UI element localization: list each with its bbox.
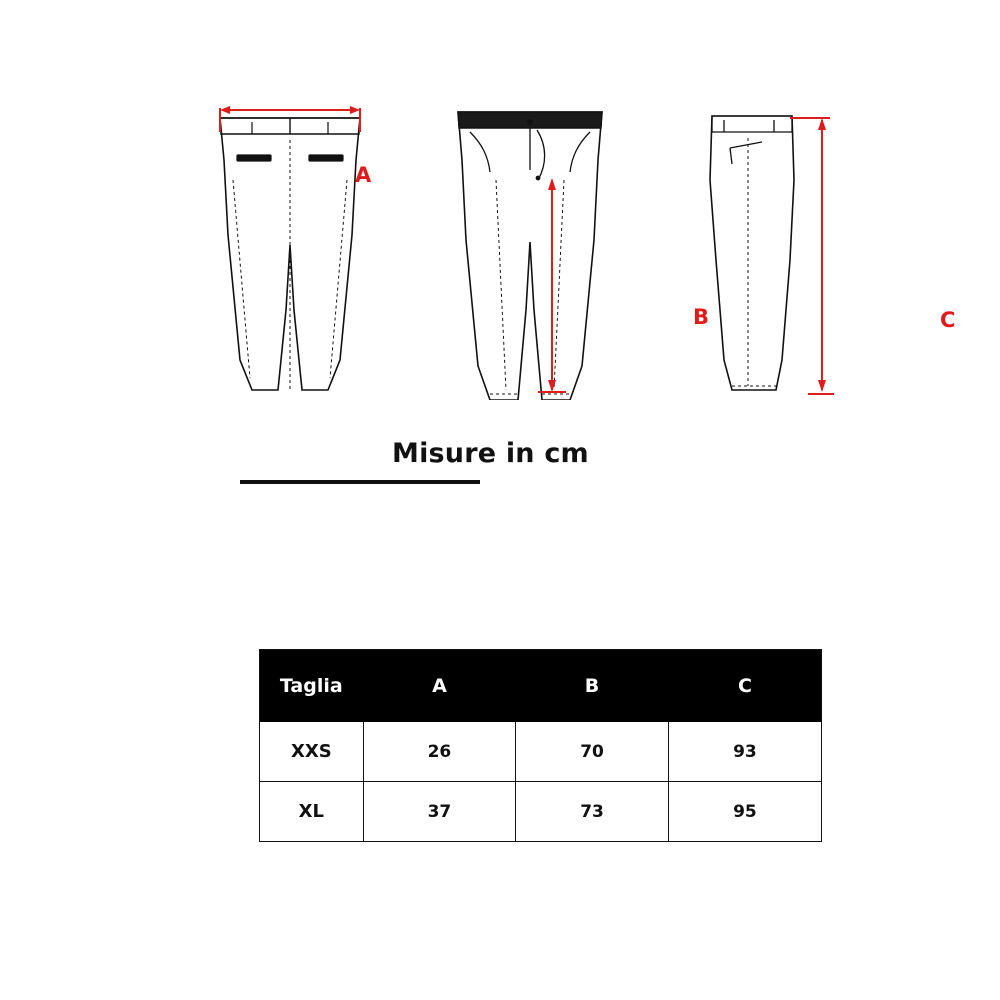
cell-size: XXS (260, 722, 363, 782)
measure-label-c: C (940, 308, 956, 332)
trousers-back-view (190, 60, 390, 400)
table-row (260, 722, 821, 782)
size-table (260, 650, 821, 841)
cell-c: 93 (668, 722, 821, 782)
header-c: C (668, 650, 821, 722)
size-table-wrapper (259, 649, 822, 842)
cell-a: 26 (363, 722, 516, 782)
cell-size: XL (260, 782, 363, 842)
caption (240, 438, 760, 494)
caption-underline (240, 480, 480, 484)
trousers-side-view (670, 60, 870, 400)
caption-title: Misure in cm (392, 438, 589, 469)
cell-c: 95 (668, 782, 821, 842)
cell-b: 70 (516, 722, 669, 782)
trousers-front-view (430, 60, 630, 400)
garment-illustrations (150, 60, 956, 420)
header-a: A (363, 650, 516, 722)
header-taglia: Taglia (260, 650, 363, 722)
cell-a: 37 (363, 782, 516, 842)
measure-label-a: A (355, 163, 372, 187)
header-b: B (516, 650, 669, 722)
cell-b: 73 (516, 782, 669, 842)
measure-label-b: B (693, 305, 710, 329)
table-header-row (260, 650, 821, 722)
table-row (260, 782, 821, 842)
